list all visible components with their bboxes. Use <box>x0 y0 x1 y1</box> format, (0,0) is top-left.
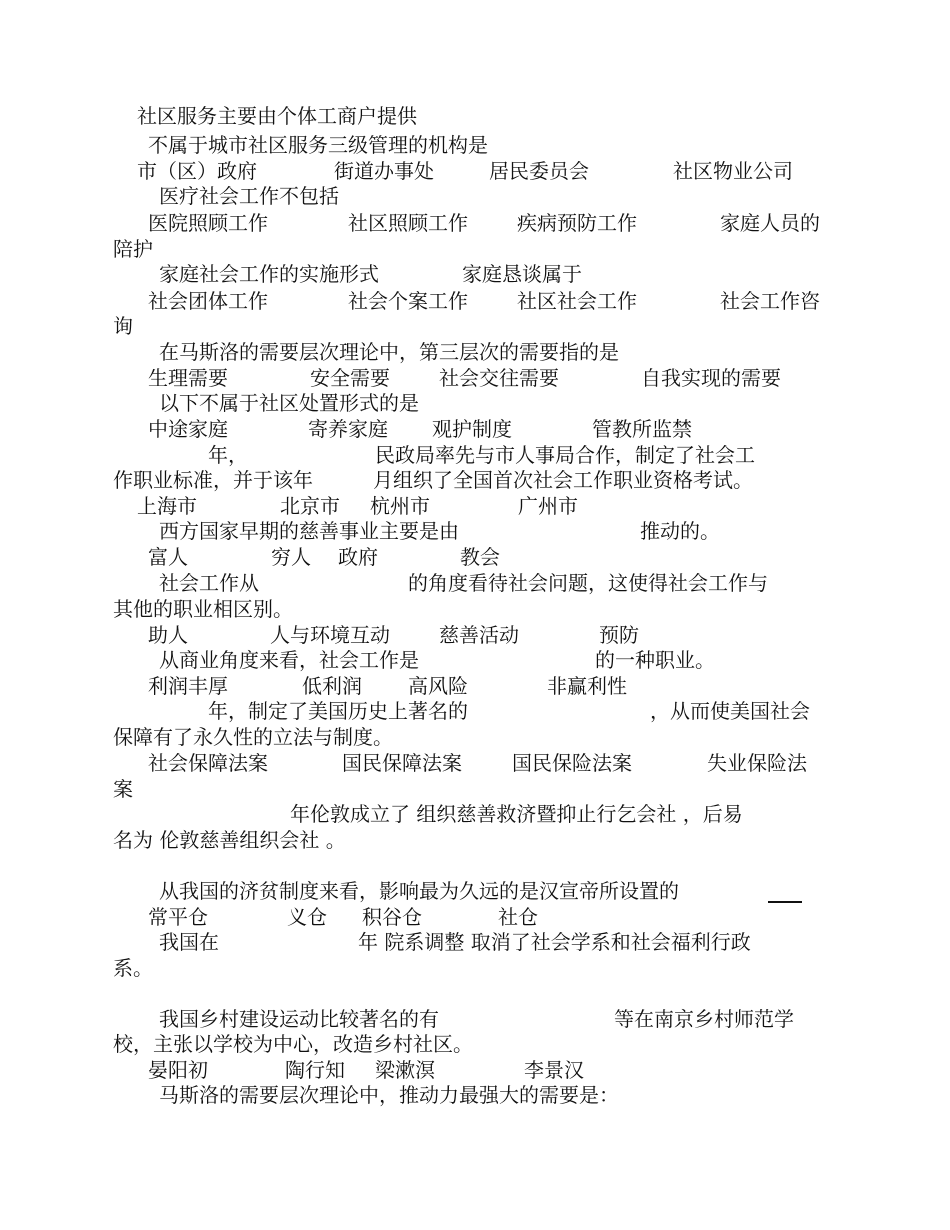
question-text: 名为 伦敦慈善组织会社 。 <box>113 828 346 852</box>
option-d: 非赢利性 <box>547 674 627 698</box>
option-a: 社会保障法案 <box>148 751 268 775</box>
question-text: 校，主张以学校为中心，改造乡村社区。 <box>113 1032 473 1056</box>
option-b: 穷人 <box>271 545 311 569</box>
option-c: 杭州市 <box>370 494 430 518</box>
question-text: 推动的。 <box>640 519 720 543</box>
question-text: 马斯洛的需要层次理论中，推动力最强大的需要是： <box>159 1083 619 1107</box>
question-text: 西方国家早期的慈善事业主要是由 <box>159 519 459 543</box>
option-b: 社区照顾工作 <box>348 211 468 235</box>
option-a: 富人 <box>148 545 188 569</box>
question-text: 的一种职业。 <box>595 648 715 672</box>
option-c: 居民委员会 <box>489 159 589 183</box>
option-b: 低利润 <box>302 674 362 698</box>
question-text: 民政局率先与市人事局合作，制定了社会工 <box>375 443 755 467</box>
option-d: 李景汉 <box>524 1058 584 1082</box>
option-c: 高风险 <box>408 674 468 698</box>
option-b: 街道办事处 <box>334 159 434 183</box>
option-d: 管教所监禁 <box>592 417 692 441</box>
option-a: 常平仓 <box>148 905 208 929</box>
option-d: 失业保险法 <box>707 751 807 775</box>
option-a: 社会团体工作 <box>148 289 268 313</box>
option-a: 上海市 <box>137 494 197 518</box>
option-b: 安全需要 <box>310 366 390 390</box>
question-text: 不属于城市社区服务三级管理的机构是 <box>148 133 488 157</box>
option-c: 政府 <box>338 545 378 569</box>
question-text: 其他的职业相区别。 <box>113 597 293 621</box>
text-line: 案 <box>113 777 133 801</box>
question-text: 以下不属于社区处置形式的是 <box>159 391 419 415</box>
option-d: 社仓 <box>498 905 538 929</box>
option-c: 疾病预防工作 <box>517 211 637 235</box>
option-b: 义仓 <box>287 905 327 929</box>
question-text: 年 院系调整 取消了社会学系和社会福利行政 <box>358 930 751 954</box>
option-b: 北京市 <box>280 494 340 518</box>
option-b: 国民保障法案 <box>342 751 462 775</box>
option-b: 人与环境互动 <box>270 623 390 647</box>
option-a: 利润丰厚 <box>148 674 228 698</box>
option-a: 助人 <box>148 623 188 647</box>
question-text: 社会工作从 <box>159 571 259 595</box>
question-text: 系。 <box>113 956 153 980</box>
option-b: 社会个案工作 <box>348 289 468 313</box>
question-text: ，从而使美国社会 <box>650 699 810 723</box>
question-text: 我国在 <box>159 930 219 954</box>
option-d: 预防 <box>599 623 639 647</box>
option-b: 陶行知 <box>285 1058 345 1082</box>
option-c: 国民保险法案 <box>512 751 632 775</box>
option-c: 梁漱溟 <box>375 1058 435 1082</box>
option-a: 生理需要 <box>148 366 228 390</box>
text-line: 陪护 <box>113 237 153 261</box>
question-text: 在马斯洛的需要层次理论中，第三层次的需要指的是 <box>159 340 619 364</box>
option-c: 社会交往需要 <box>439 366 559 390</box>
question-text: 月组织了全国首次社会工作职业资格考试。 <box>373 468 753 492</box>
option-d: 社会工作咨 <box>720 289 820 313</box>
question-text: 年，制定了美国历史上著名的 <box>208 699 468 723</box>
text-line: 社区服务主要由个体工商户提供 <box>137 104 417 128</box>
question-text: 等在南京乡村师范学 <box>614 1007 794 1031</box>
question-text: 年， <box>208 443 248 467</box>
option-a: 医院照顾工作 <box>148 211 268 235</box>
option-a: 中途家庭 <box>148 417 228 441</box>
answer-blank <box>768 901 802 903</box>
option-c: 积谷仓 <box>362 905 422 929</box>
question-text: 的角度看待社会问题，这使得社会工作与 <box>408 571 768 595</box>
question-text: 家庭恳谈属于 <box>462 262 582 286</box>
question-text: 医疗社会工作不包括 <box>159 184 339 208</box>
option-d: 家庭人员的 <box>720 211 820 235</box>
option-a: 市（区）政府 <box>137 159 257 183</box>
question-text: 保障有了永久性的立法与制度。 <box>113 725 393 749</box>
question-text: 从我国的济贫制度来看，影响最为久远的是汉宣帝所设置的 <box>159 879 679 903</box>
option-d: 社区物业公司 <box>673 159 793 183</box>
option-a: 晏阳初 <box>148 1058 208 1082</box>
option-c: 观护制度 <box>432 417 512 441</box>
text-line: 询 <box>113 314 133 338</box>
question-text: 从商业角度来看，社会工作是 <box>159 648 419 672</box>
option-d: 自我实现的需要 <box>641 366 781 390</box>
option-d: 教会 <box>460 545 500 569</box>
question-text: 家庭社会工作的实施形式 <box>159 262 379 286</box>
question-text: 作职业标准，并于该年 <box>113 468 313 492</box>
option-c: 慈善活动 <box>439 623 519 647</box>
question-text: 年伦敦成立了 组织慈善救济暨抑止行乞会社 ，后易 <box>290 802 743 826</box>
option-c: 社区社会工作 <box>517 289 637 313</box>
option-b: 寄养家庭 <box>308 417 388 441</box>
option-d: 广州市 <box>518 494 578 518</box>
question-text: 我国乡村建设运动比较著名的有 <box>159 1007 439 1031</box>
